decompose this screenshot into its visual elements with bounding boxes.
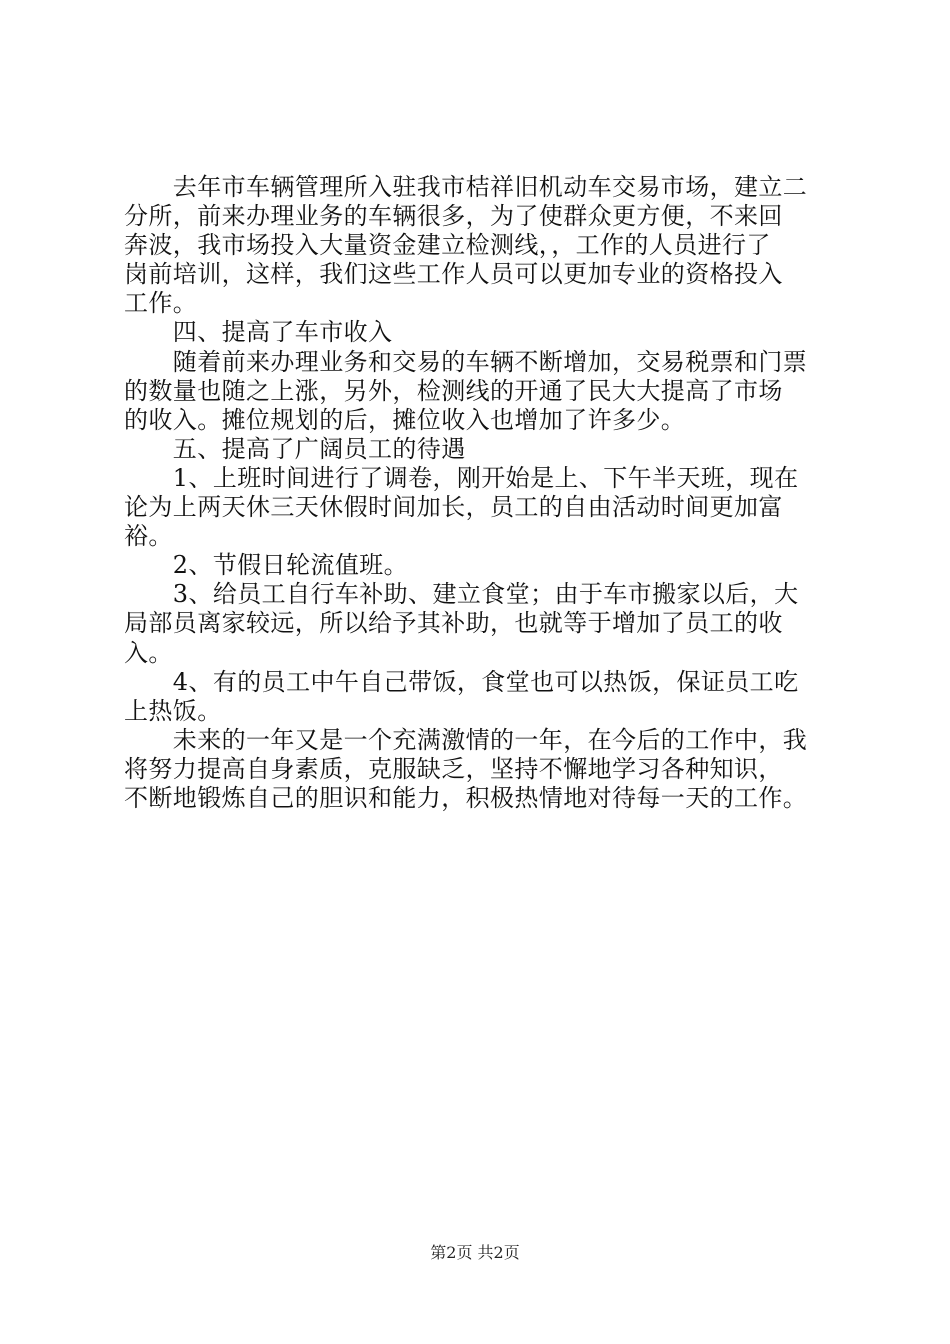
text-line: 论为上两天休三天休假时间加长，员工的自由活动时间更加富 — [124, 493, 783, 522]
text-line: 2、节假日轮流值班。 — [124, 551, 409, 580]
text-line: 的数量也随之上涨，另外，检测线的开通了民大大提高了市场 — [124, 376, 783, 405]
text-line: 工作。 — [124, 289, 198, 318]
page-footer — [0, 1243, 950, 1263]
text-line: 分所，前来办理业务的车辆很多，为了使群众更方便，不来回 — [124, 202, 783, 231]
document-body — [124, 173, 844, 813]
text-line: 未来的一年又是一个充满激情的一年，在今后的工作中，我 — [124, 725, 808, 754]
text-line: 不断地锻炼自己的胆识和能力，积极热情地对待每一天的工作。 — [124, 783, 808, 812]
text-line: 将努力提高自身素质，克服缺乏，坚持不懈地学习各种知识， — [124, 754, 783, 783]
text-line: 奔波，我市场投入大量资金建立检测线，，工作的人员进行了 — [124, 231, 771, 260]
page-number-label: 第2页 共2页 — [430, 1243, 520, 1262]
text-line: 3、给员工自行车补助、建立食堂；由于车市搬家以后，大 — [124, 580, 799, 609]
text-line: 的收入。摊位规划的后，摊位收入也增加了许多少。 — [124, 405, 686, 434]
text-line: 岗前培训，这样，我们这些工作人员可以更加专业的资格投入 — [124, 260, 783, 289]
section-heading: 五、提高了广阔员工的待遇 — [124, 434, 466, 463]
text-line: 上热饭。 — [124, 696, 222, 725]
text-line: 入。 — [124, 638, 173, 667]
text-line: 裕。 — [124, 522, 173, 551]
text-line: 去年市车辆管理所入驻我市桔祥旧机动车交易市场，建立二 — [124, 173, 808, 201]
text-line: 4、有的员工中午自己带饭，食堂也可以热饭，保证员工吃 — [124, 667, 799, 696]
text-line: 1、上班时间进行了调卷，刚开始是上、下午半天班，现在 — [124, 463, 799, 492]
text-line: 局部员离家较远，所以给予其补助，也就等于增加了员工的收 — [124, 609, 783, 638]
section-heading: 四、提高了车市收入 — [124, 318, 393, 347]
text-line: 随着前来办理业务和交易的车辆不断增加，交易税票和门票 — [124, 347, 808, 376]
